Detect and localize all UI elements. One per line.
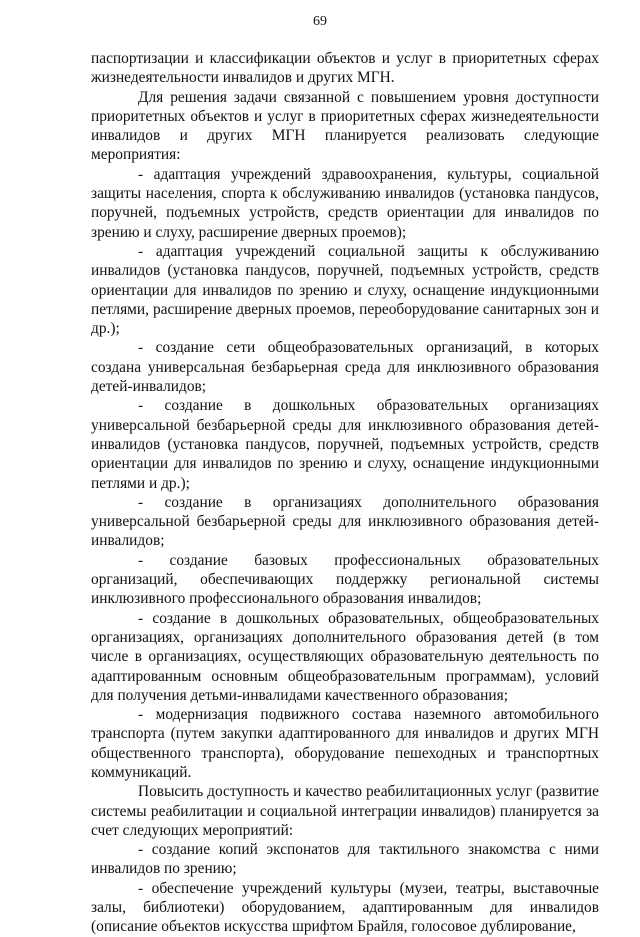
- list-item: - адаптация учреждений социальной защиты к обслуживанию инвалидов (установка пандусов, поручней, подъемных устройств, средств ориентации для инвалидов по зрению и слуху, оснащение индукционными петлями, расширение дверных проемов, переоборудование санитарных зон и др.);: [91, 242, 599, 338]
- list-item: - создание в дошкольных образовательных организациях универсальной безбарьерной среды для инклюзивного образования детей-инвалидов (установка пандусов, поручней, подъемных устройств, средств ориентации для инвалидов по зрению и слуху, оснащение индукционными петлями и др.);: [91, 397, 599, 492]
- list-item: - создание сети общеобразовательных организаций, в которых создана универсальная безбарьерная среда для инклюзивного образования детей-инвалидов;: [91, 339, 599, 396]
- paragraph: Повысить доступность и качество реабилитационных услуг (развитие системы реабилитации и социальной интеграции инвалидов) планируется за счет следующих мероприятий:: [91, 783, 599, 839]
- list-item: - адаптация учреждений здравоохранения, культуры, социальной защиты населения, спорта к обслуживанию инвалидов (установка пандусов, поручней, подъемных устройств, средств ориентации для инвалидов по зрению и слуху, расширение дверных проемов);: [91, 165, 599, 241]
- list-item: - создание в дошкольных образовательных, общеобразовательных организациях, организациях дополнительного образования детей (в том числе в организациях, осуществляющих образовательную деятельность по адаптированным основным общеобразовательным программам), условий для получения детьми-инвалидами качественного образования;: [91, 609, 599, 704]
- document-body: [91, 49, 599, 937]
- page-number: 69: [313, 14, 327, 29]
- paragraph: паспортизации и классификации объектов и услуг в приоритетных сферах жизнедеятельности инвалидов и других МГН.: [91, 50, 599, 87]
- list-item: - создание базовых профессиональных образовательных организаций, обеспечивающих поддержку региональной системы инклюзивного профессионального образования инвалидов;: [91, 551, 599, 608]
- list-item: - создание копий экспонатов для тактильного знакомства с ними инвалидов по зрению;: [91, 841, 599, 878]
- list-item: - создание в организациях дополнительного образования универсальной безбарьерной среды для инклюзивного образования детей-инвалидов;: [91, 493, 599, 550]
- paragraph: Для решения задачи связанной с повышением уровня доступности приоритетных объектов и услуг в приоритетных сферах жизнедеятельности инвалидов и других МГН планируется реализовать следующие мероприятия:: [91, 88, 599, 164]
- list-item: - обеспечение учреждений культуры (музеи, театры, выставочные залы, библиотеки) оборудованием, адаптированным для инвалидов (описание объектов искусства шрифтом Брайля, голосовое дублирование,: [91, 879, 599, 936]
- list-item: - модернизация подвижного состава наземного автомобильного транспорта (путем закупки адаптированного для инвалидов и других МГН общественного транспорта), оборудование пешеходных и транспортных коммуникаций.: [91, 706, 599, 781]
